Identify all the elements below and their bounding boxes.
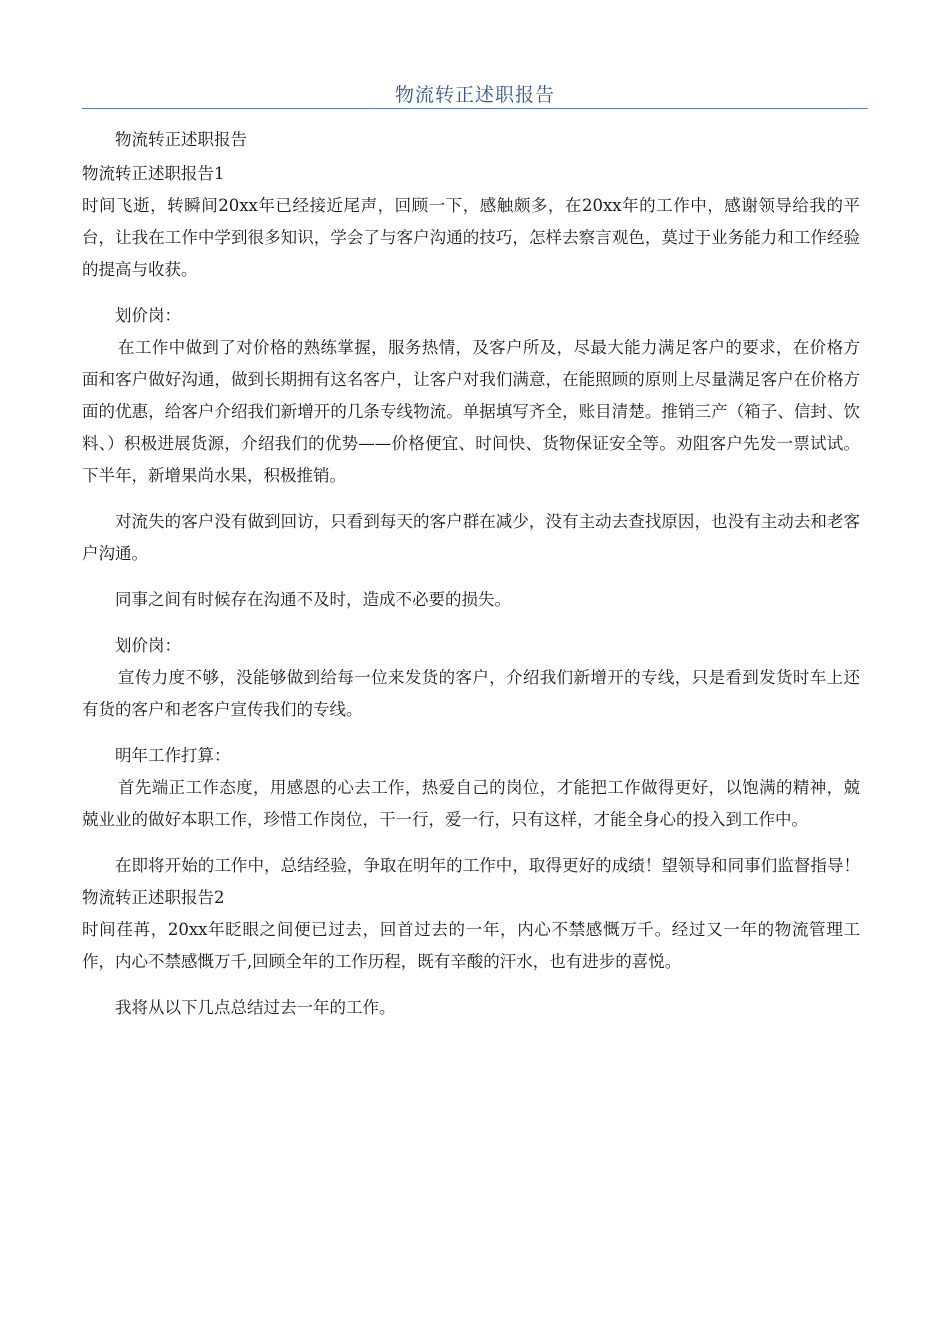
body-paragraph: 时间荏苒，20xx年眨眼之间便已过去，回首过去的一年，内心不禁感慨万千。经过又一年的物流管理工作，内心不禁感慨万千,回顾全年的工作历程，既有辛酸的汗水，也有进步的喜悦。 bbox=[82, 920, 860, 971]
title-divider bbox=[82, 108, 868, 109]
section-label: 划价岗： bbox=[115, 636, 181, 655]
document-body bbox=[82, 124, 860, 1024]
body-paragraph: 在即将开始的工作中，总结经验，争取在明年的工作中，取得更好的成绩！望领导和同事们监督指导！物流转正述职报告2 bbox=[82, 856, 860, 907]
body-paragraph: 同事之间有时候存在沟通不及时，造成不必要的损失。 bbox=[115, 590, 511, 609]
body-paragraph: 宣传力度不够，没能够做到给每一位来发货的客户，介绍我们新增开的专线，只是看到发货时车上还有货的客户和老客户宣传我们的专线。 bbox=[82, 668, 860, 719]
subtitle: 物流转正述职报告 bbox=[115, 130, 247, 149]
body-paragraph: 对流失的客户没有做到回访，只看到每天的客户群在减少，没有主动去查找原因，也没有主动去和老客户沟通。 bbox=[82, 512, 860, 563]
section-heading: 物流转正述职报告1 bbox=[82, 164, 225, 183]
section-label: 划价岗： bbox=[115, 306, 181, 325]
section-label: 明年工作打算： bbox=[115, 746, 231, 765]
body-paragraph: 首先端正工作态度，用感恩的心去工作，热爱自己的岗位，才能把工作做得更好，以饱满的精神，兢兢业业的做好本职工作，珍惜工作岗位，干一行，爱一行，只有这样，才能全身心的投入到工作中。 bbox=[82, 778, 860, 829]
page-title: 物流转正述职报告 bbox=[394, 84, 555, 106]
body-paragraph: 我将从以下几点总结过去一年的工作。 bbox=[115, 998, 396, 1017]
body-paragraph: 在工作中做到了对价格的熟练掌握，服务热情，及客户所及，尽最大能力满足客户的要求，在价格方面和客户做好沟通，做到长期拥有这名客户，让客户对我们满意，在能照顾的原则上尽量满足客户在价格方面的优惠，给客户介绍我们新增开的几条专线物流。单据填写齐全，账目清楚。推销三产（箱子、信封、饮料、）积极进展货源，介绍我们的优势——价格便宜、时间快、货物保证安全等。劝阻客户先发一票试试。下半年，新增果尚水果，积极推销。 bbox=[82, 338, 860, 485]
body-paragraph: 时间飞逝，转瞬间20xx年已经接近尾声，回顾一下，感触颇多，在20xx年的工作中，感谢领导给我的平台，让我在工作中学到很多知识，学会了与客户沟通的技巧，怎样去察言观色，莫过于业务能力和工作经验的提高与收获。 bbox=[82, 196, 860, 279]
